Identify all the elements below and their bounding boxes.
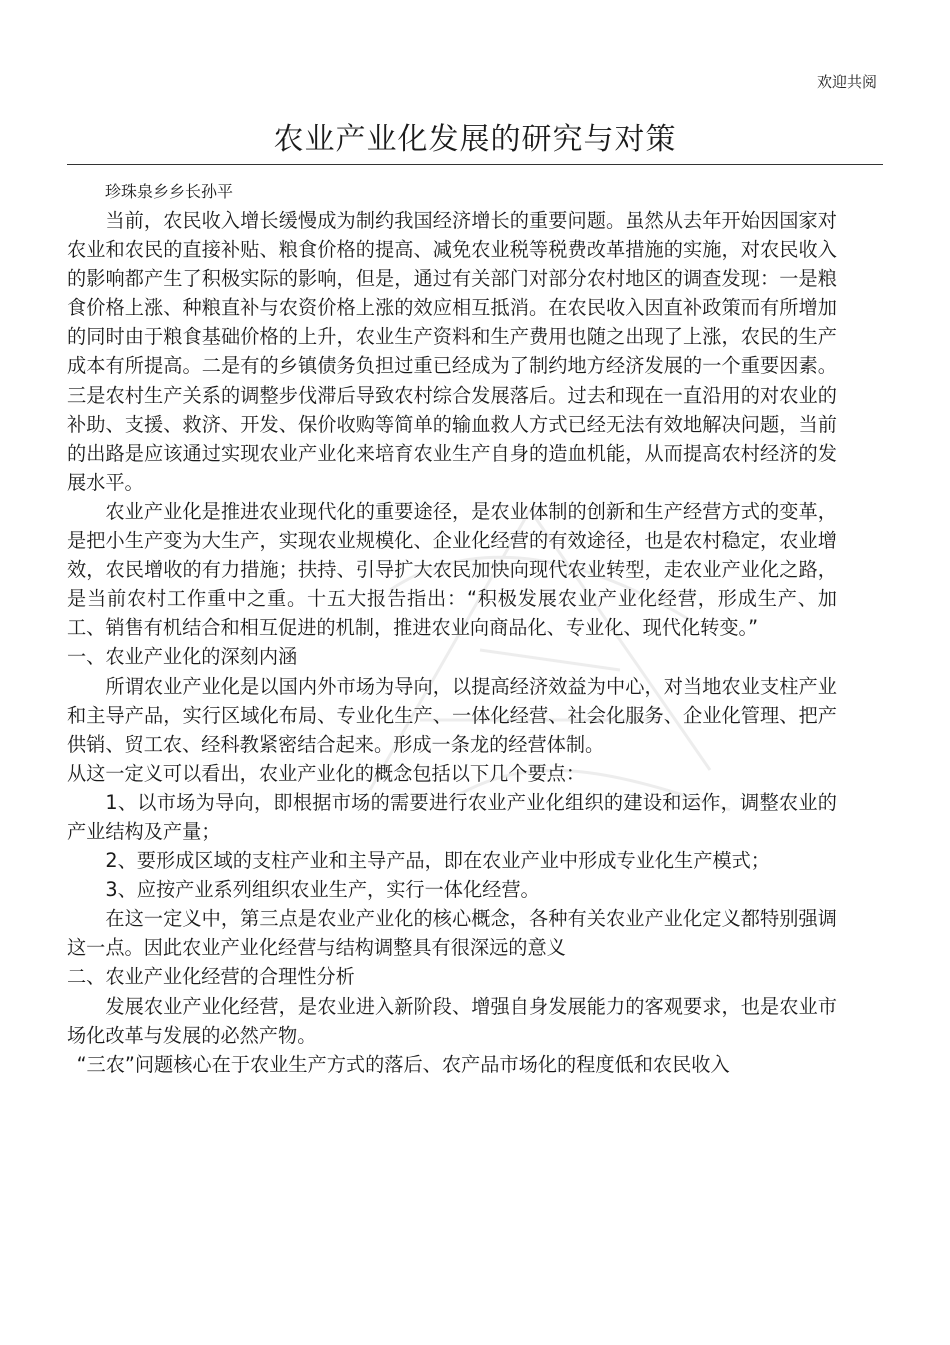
body-paragraph: 在这一定义中，第三点是农业产业化的核心概念，各种有关农业产业化定义都特别强调这一点。因此农业产业化经营与结构调整具有很深远的意义 [67,907,837,960]
body-paragraph: 当前，农民收入增长缓慢成为制约我国经济增长的重要问题。虽然从去年开始因国家对农业和农民的直接补贴、粮食价格的提高、减免农业税等税费改革措施的实施，对农民收入的影响都产生了积极实际的影响，但是，通过有关部门对部分农村地区的调查发现：一是粮食价格上涨、种粮直补与农资价格上涨的效应相互抵消。在农民收入因直补政策而有所增加的同时由于粮食基础价格的上升，农业生产资料和生产费用也随之出现了上涨，农民的生产成本有所提高。二是有的乡镇债务负担过重已经成为了制约地方经济发展的一个重要因素。三是农村生产关系的调整步伐滞后导致农村综合发展落后。过去和现在一直沿用的对农业的补助、支援、救济、开发、保价收购等简单的输血救人方式已经无法有效地解决问题，当前的出路是应该通过实现农业产业化来培育农业生产自身的造血机能，从而提高农村经济的发展水平。 [67,209,837,494]
body-paragraph: 2、要形成区域的支柱产业和主导产品，即在农业产业中形成专业化生产模式； [105,849,770,873]
section-heading: 二、农业产业化经营的合理性分析 [67,965,355,989]
author-line: 珍珠泉乡乡长孙平 [105,182,234,201]
section-heading: 一、农业产业化的深刻内涵 [67,645,298,669]
body-paragraph: 从这一定义可以看出，农业产业化的概念包括以下几个要点： [67,761,586,785]
body-paragraph: 1、以市场为导向，即根据市场的需要进行农业产业化组织的建设和运作，调整农业的产业结构及产量； [67,790,837,843]
title-divider [67,164,883,165]
body-paragraph: 发展农业产业化经营，是农业进入新阶段、增强自身发展能力的客观要求，也是农业市场化改革与发展的必然产物。 [67,994,837,1047]
body-paragraph: 农业产业化是推进农业现代化的重要途径，是农业体制的创新和生产经营方式的变革，是把小生产变为大生产，实现农业规模化、企业化经营的有效途径，也是农村稳定，农业增效，农民增收的有力措施；扶持、引导扩大农民加快向现代农业转型，走农业产业化之路，是当前农村工作重中之重。十五大报告指出：“积极发展农业产业化经营，形成生产、加工、销售有机结合和相互促进的机制，推进农业向商品化、专业化、现代化转变。” [67,499,837,640]
body-paragraph: “三农”问题核心在于农业生产方式的落后、农产品市场化的程度低和农民收入 [76,1052,730,1076]
header-note: 欢迎共阅 [816,73,877,91]
body-paragraph: 所谓农业产业化是以国内外市场为导向，以提高经济效益为中心，对当地农业支柱产业和主导产品，实行区域化布局、专业化生产、一体化经营、社会化服务、企业化管理、把产供销、贸工农、经科教紧密结合起来。形成一条龙的经营体制。 [67,674,837,756]
document-body [67,206,837,1079]
body-paragraph: 3、应按产业系列组织农业生产，实行一体化经营。 [105,878,540,902]
document-title: 农业产业化发展的研究与对策 [273,122,677,157]
